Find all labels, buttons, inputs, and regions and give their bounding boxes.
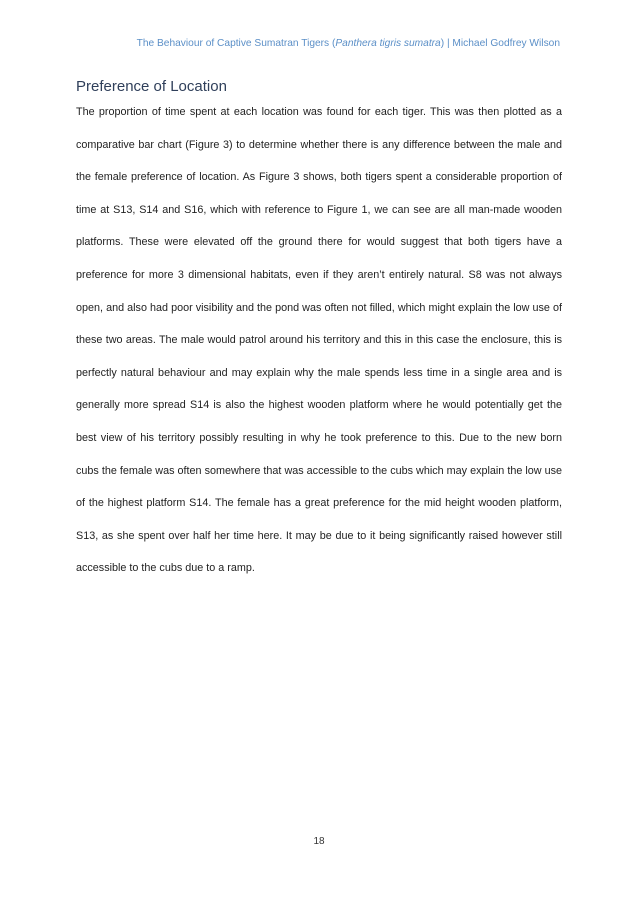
page-number: 18 <box>313 836 325 847</box>
section-heading: Preference of Location <box>76 78 227 95</box>
body-paragraph: The proportion of time spent at each location was found for each tiger. This was then plotted as a comparative bar chart (Figure 3) to determine whether there is any difference between the male and the female preference of location. As Figure 3 shows, both tigers spent a considerable proportion of time at S13, S14 and S16, which with reference to Figure 1, we can see are all man-made wooden platforms. These were elevated off the ground there for would suggest that both tigers have a preference for more 3 dimensional habitats, even if they aren’t entirely natural. S8 was not always open, and also had poor visibility and the pond was often not filled, which might explain the low use of these two areas. The male would patrol around his territory and this in this case the enclosure, this is perfectly natural behaviour and may explain why the male spends less time in a single area and is generally more spread S14 is also the highest wooden platform where he would potentially get the best view of his territory possibly resulting in why he took preference to this. Due to the new born cubs the female was often somewhere that was accessible to the cubs which may explain the low use of the highest platform S14. The female has a great preference for the mid height wooden platform, S13, as she spent over half her time here. It may be due to it being significantly raised however still accessible to the cubs due to a ramp. <box>76 106 562 575</box>
running-header-suffix: ) | Michael Godfrey Wilson <box>440 38 560 49</box>
running-header-italic: Panthera tigris sumatra <box>335 38 441 49</box>
running-header <box>76 38 560 49</box>
running-header-prefix: The Behaviour of Captive Sumatran Tigers ( <box>136 38 336 49</box>
